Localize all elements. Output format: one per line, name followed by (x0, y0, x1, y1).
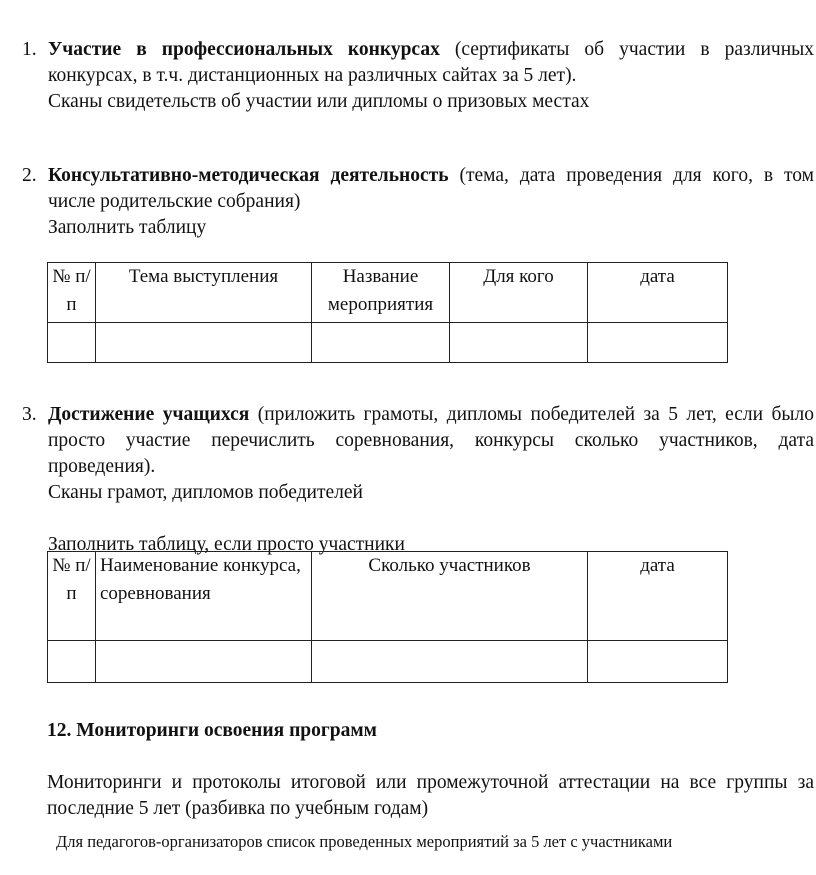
section-12-note: Для педагогов-организаторов список проведенных мероприятий за 5 лет с участниками (56, 832, 673, 851)
header-cell-event: Название мероприятия (312, 263, 450, 323)
item-3-title: Достижение учащихся (48, 404, 250, 425)
item-3-description: (приложить грамоты, дипломы победителей за 5 лет, если было просто участие перечислить соревнования, конкурсы сколько участников, дата проведения). (48, 404, 814, 477)
item-1-description: (сертификаты об участии в различных конкурсах, в т.ч. дистанционных на различных сайтах за 5 лет). (48, 39, 814, 86)
table-cell[interactable] (48, 323, 96, 363)
table-cell[interactable] (96, 641, 312, 683)
header-cell-number: № п/п (48, 552, 96, 641)
header-cell-competition: Наименование конкурса, соревнования (96, 552, 312, 641)
item-2-description: (тема, дата проведения для кого, в том числе родительские собрания) (48, 165, 814, 212)
item-2-number: 2. (22, 165, 37, 186)
item-1-title: Участие в профессиональных конкурсах (48, 39, 440, 60)
item-2-text (48, 163, 814, 215)
item-1-text (48, 37, 814, 89)
item-3 (22, 402, 814, 558)
header-cell-topic: Тема выступления (96, 263, 312, 323)
table-cell[interactable] (48, 641, 96, 683)
item-3-number: 3. (22, 404, 37, 425)
table-cell[interactable] (312, 323, 450, 363)
item-1-note: Сканы свидетельств об участии или дипломы о призовых местах (48, 91, 590, 112)
header-cell-date: дата (588, 552, 728, 641)
table-achievements (47, 551, 728, 683)
item-2 (22, 163, 814, 241)
table-cell[interactable] (450, 323, 588, 363)
table-row (48, 323, 728, 363)
section-12-text: Мониторинги и протоколы итоговой или промежуточной аттестации на все группы за последние 5 лет (разбивка по учебным годам) (47, 772, 814, 819)
table-cell[interactable] (96, 323, 312, 363)
header-cell-participants: Сколько участников (312, 552, 588, 641)
table-cell[interactable] (588, 323, 728, 363)
item-1 (22, 37, 814, 115)
table-consulting (47, 262, 728, 363)
table-cell[interactable] (312, 641, 588, 683)
item-1-number: 1. (22, 39, 37, 60)
item-3-note: Сканы грамот, дипломов победителей (48, 482, 363, 503)
header-cell-number: № п/п (48, 263, 96, 323)
item-2-title: Консультативно-методическая деятельность (48, 165, 449, 186)
section-12-heading: 12. Мониторинги освоения программ (47, 720, 377, 741)
table-row (48, 641, 728, 683)
table-cell[interactable] (588, 641, 728, 683)
item-3-note-2: Заполнить таблицу, если просто участники (48, 534, 405, 555)
header-cell-date: дата (588, 263, 728, 323)
item-3-text (48, 402, 814, 480)
table-header-row (48, 552, 728, 641)
item-2-note: Заполнить таблицу (48, 217, 207, 238)
table-header-row (48, 263, 728, 323)
header-cell-audience: Для кого (450, 263, 588, 323)
